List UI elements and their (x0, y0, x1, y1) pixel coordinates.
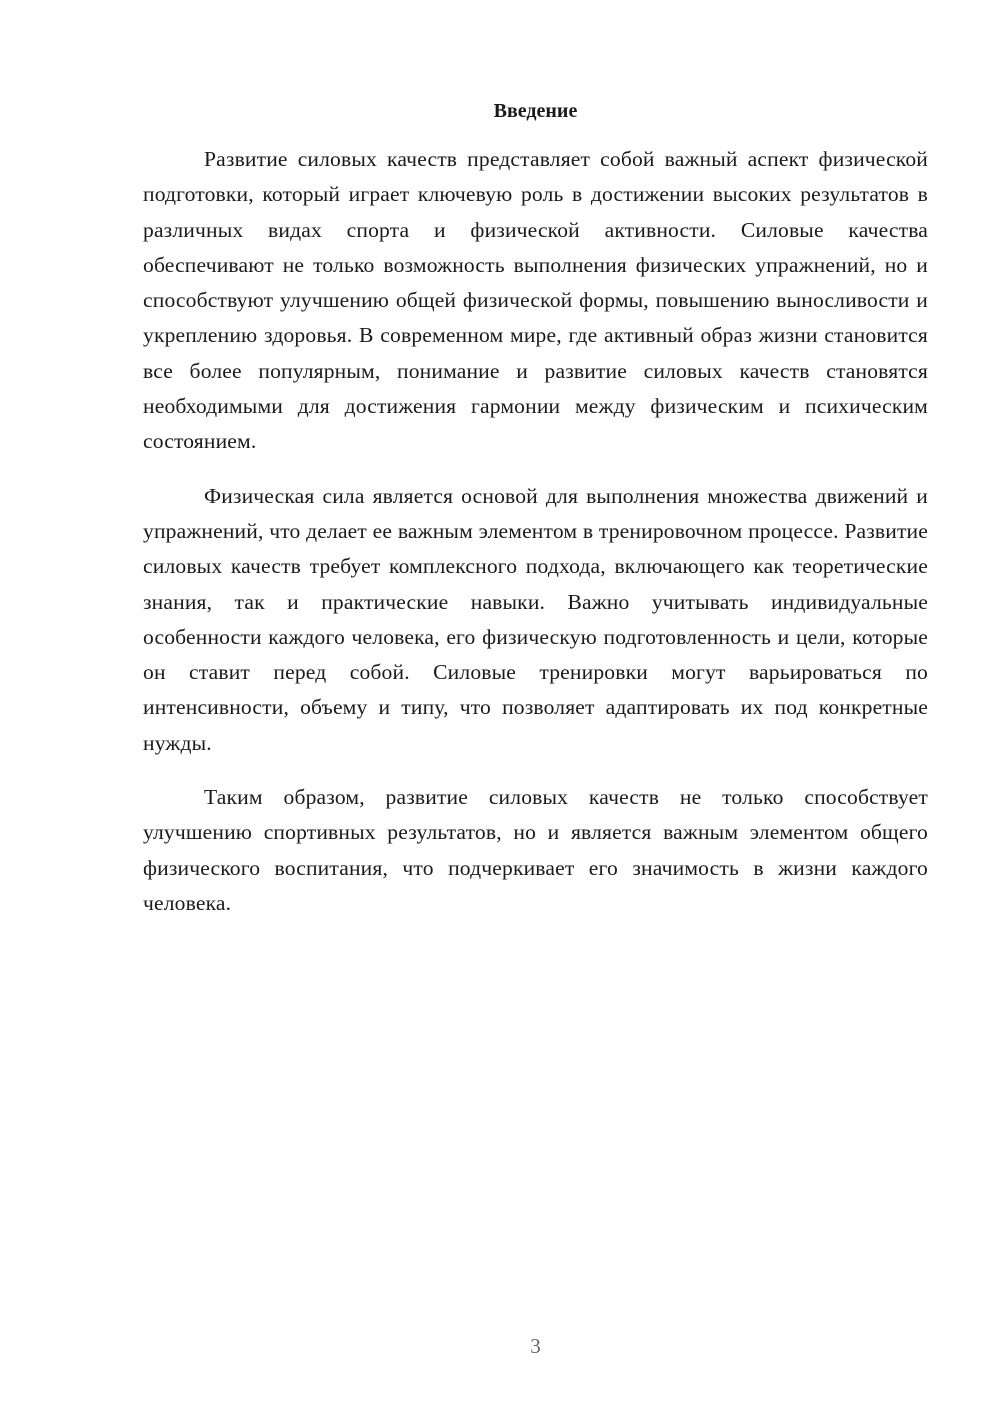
paragraph-2: Физическая сила является основой для выполнения множества движений и упражнений, что делает ее важным элементом в тренировочном процессе. Развитие силовых качеств требует комплексного подхода, включающего как теоретические знания, так и практические навыки. Важно учитывать индивидуальные особенности каждого человека, его физическую подготовленность и цели, которые он ставит перед собой. Силовые тренировки могут варьироваться по интенсивности, объему и типу, что позволяет адаптировать их под конкретные нужды. (143, 483, 928, 755)
paragraph-3: Таким образом, развитие силовых качеств не только способствует улучшению спортивных результатов, но и является важным элементом общего физического воспитания, что подчеркивает его значимость в жизни каждого человека. (143, 785, 928, 915)
body-text (143, 142, 928, 940)
section-heading: Введение (493, 100, 578, 122)
page-number: 3 (530, 1334, 541, 1358)
paragraph-1: Развитие силовых качеств представляет собой важный аспект физической подготовки, который играет ключевую роль в достижении высоких результатов в различных видах спорта и физической активности. Силовые качества обеспечивают не только возможность выполнения физических упражнений, но и способствуют улучшению общей физической формы, повышению выносливости и укреплению здоровья. В современном мире, где активный образ жизни становится все более популярным, понимание и развитие силовых качеств становятся необходимыми для достижения гармонии между физическим и психическим состоянием. (143, 147, 928, 454)
